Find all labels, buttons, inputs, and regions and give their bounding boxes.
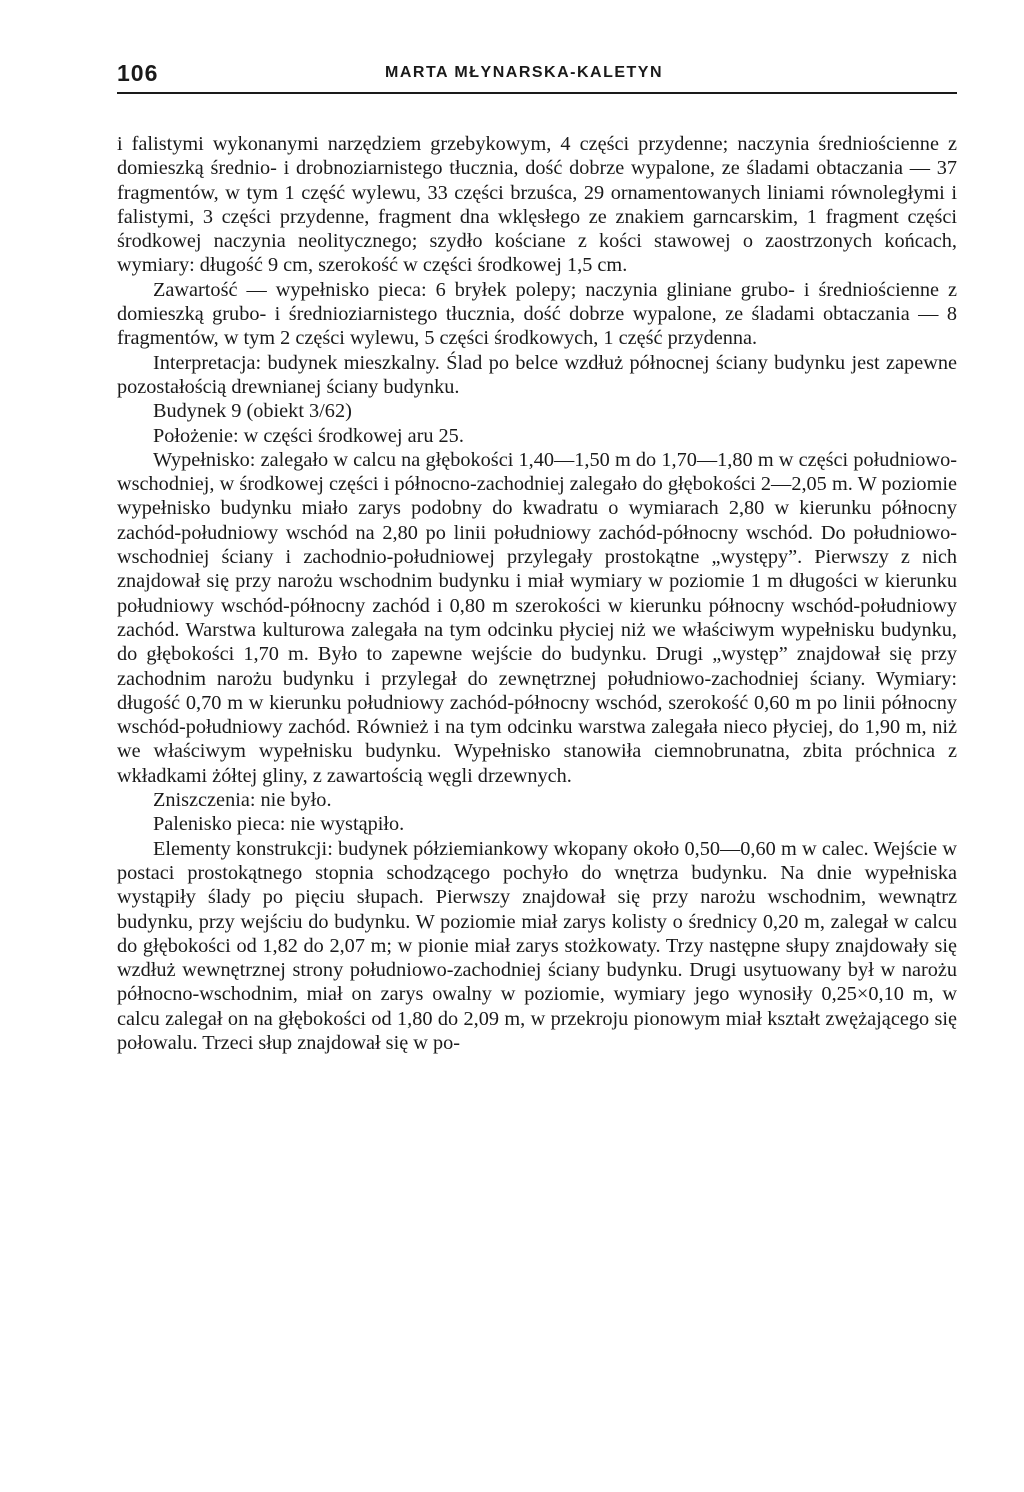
paragraph-hearth: Palenisko pieca: nie wystąpiło.	[153, 813, 405, 836]
paragraph-oven-contents: Zawartość — wypełnisko pieca: 6 bryłek polepy; naczynia gliniane grubo- i średniościenne z domieszką grubo- i średnioziarnistego tłucznia, dość dobrze wypalone, ze śladami obtaczania — 8 fragmentów, w tym 2 części wylewu, 5 części środkowych, 1 część przydenna.	[117, 278, 957, 350]
paragraph-location: Położenie: w części środkowej aru 25.	[153, 424, 464, 447]
paragraph-construction: Elementy konstrukcji: budynek półziemiankowy wkopany około 0,50—0,60 m w calec. Wejście w postaci prostokątnego stopnia schodzącego pochyło do wnętrza budynku. Na dnie wypełniska wystąpiły ślady po pięciu słupach. Pierwszy znajdował się przy narożu wschodnim, wewnątrz budynku, przy wejściu do budynku. W poziomie miał zarys kolisty o średnicy 0,20 m, zalegał w calcu do głębokości od 1,82 do 2,07 m; w pionie miał zarys stożkowaty. Trzy następne słupy znajdowały się wzdłuż wewnętrznej strony południowo-zachodniej ściany budynku. Drugi usytuowany był w narożu północno-wschodnim, miał on zarys owalny w poziomie, wymiary jego wynosiły 0,25×0,10 m, w calcu zalegał on na głębokości od 1,80 do 2,09 m, w przekroju pionowym miał kształt zwężającego się połowalu. Trzeci słup znajdował się w po-	[117, 837, 957, 1054]
paragraph-interpretation: Interpretacja: budynek mieszkalny. Ślad po belce wzdłuż północnej ściany budynku jest zapewne pozostałością drewnianej ściany budynku.	[117, 351, 957, 398]
running-title: MARTA MŁYNARSKA-KALETYN	[385, 64, 664, 81]
paragraph-continued-finds: i falistymi wykonanymi narzędziem grzebykowym, 4 części przydenne; naczynia średniościenne z domieszką średnio- i drobnoziarnistego tłucznia, dość dobrze wypalone, ze śladami obtaczania — 37 fragmentów, w tym 1 część wylewu, 33 części brzuśca, 29 ornamentowanych liniami równoległymi i falistymi, 3 części przydenne, fragment dna wklęsłego ze znakiem garncarskim, 1 fragment części środkowej naczynia neolitycznego; szydło kościane z kości stawowej o zaostrzonych końcach, wymiary: długość 9 cm, szerokość w części środkowej 1,5 cm.	[117, 133, 957, 277]
running-header	[117, 52, 957, 94]
paragraph-building-heading: Budynek 9 (obiekt 3/62)	[153, 400, 352, 423]
document-page	[117, 52, 957, 1055]
paragraph-damage: Zniszczenia: nie było.	[153, 789, 332, 812]
body-text	[117, 132, 957, 1055]
paragraph-fill: Wypełnisko: zalegało w calcu na głębokości 1,40—1,50 m do 1,70—1,80 m w części południowo-wschodniej, w środkowej części i północno-zachodniej zalegało do głębokości 2—2,05 m. W poziomie wypełnisko budynku miało zarys podobny do kwadratu o wymiarach 2,80 w kierunku północny zachód-południowy wschód na 2,80 po linii południowy zachód-północny wschód. Do południowo-wschodniej ściany i zachodnio-południowej przylegały prostokątne „występy”. Pierwszy z nich znajdował się przy narożu wschodnim budynku i miał wymiary w poziomie 1 m długości w kierunku południowy wschód-północny zachód i 0,80 m szerokości w kierunku północny wschód-południowy zachód. Warstwa kulturowa zalegała na tym odcinku płyciej niż we właściwym wypełnisku budynku, do głębokości 1,70 m. Było to zapewne wejście do budynku. Drugi „występ” znajdował się przy zachodnim narożu budynku i przylegał do zewnętrznej południowo-zachodniej ściany. Wymiary: długość 0,70 m w kierunku południowy zachód-północny wschód, szerokość 0,60 m po linii północny wschód-południowy zachód. Również i na tym odcinku warstwa zalegała nieco płyciej, do 1,90 m, niż we właściwym wypełnisku budynku. Wypełnisko stanowiła ciemnobrunatna, zbita próchnica z wkładkami żółtej gliny, z zawartością węgli drzewnych.	[117, 448, 957, 787]
page-number: 106	[117, 60, 159, 86]
